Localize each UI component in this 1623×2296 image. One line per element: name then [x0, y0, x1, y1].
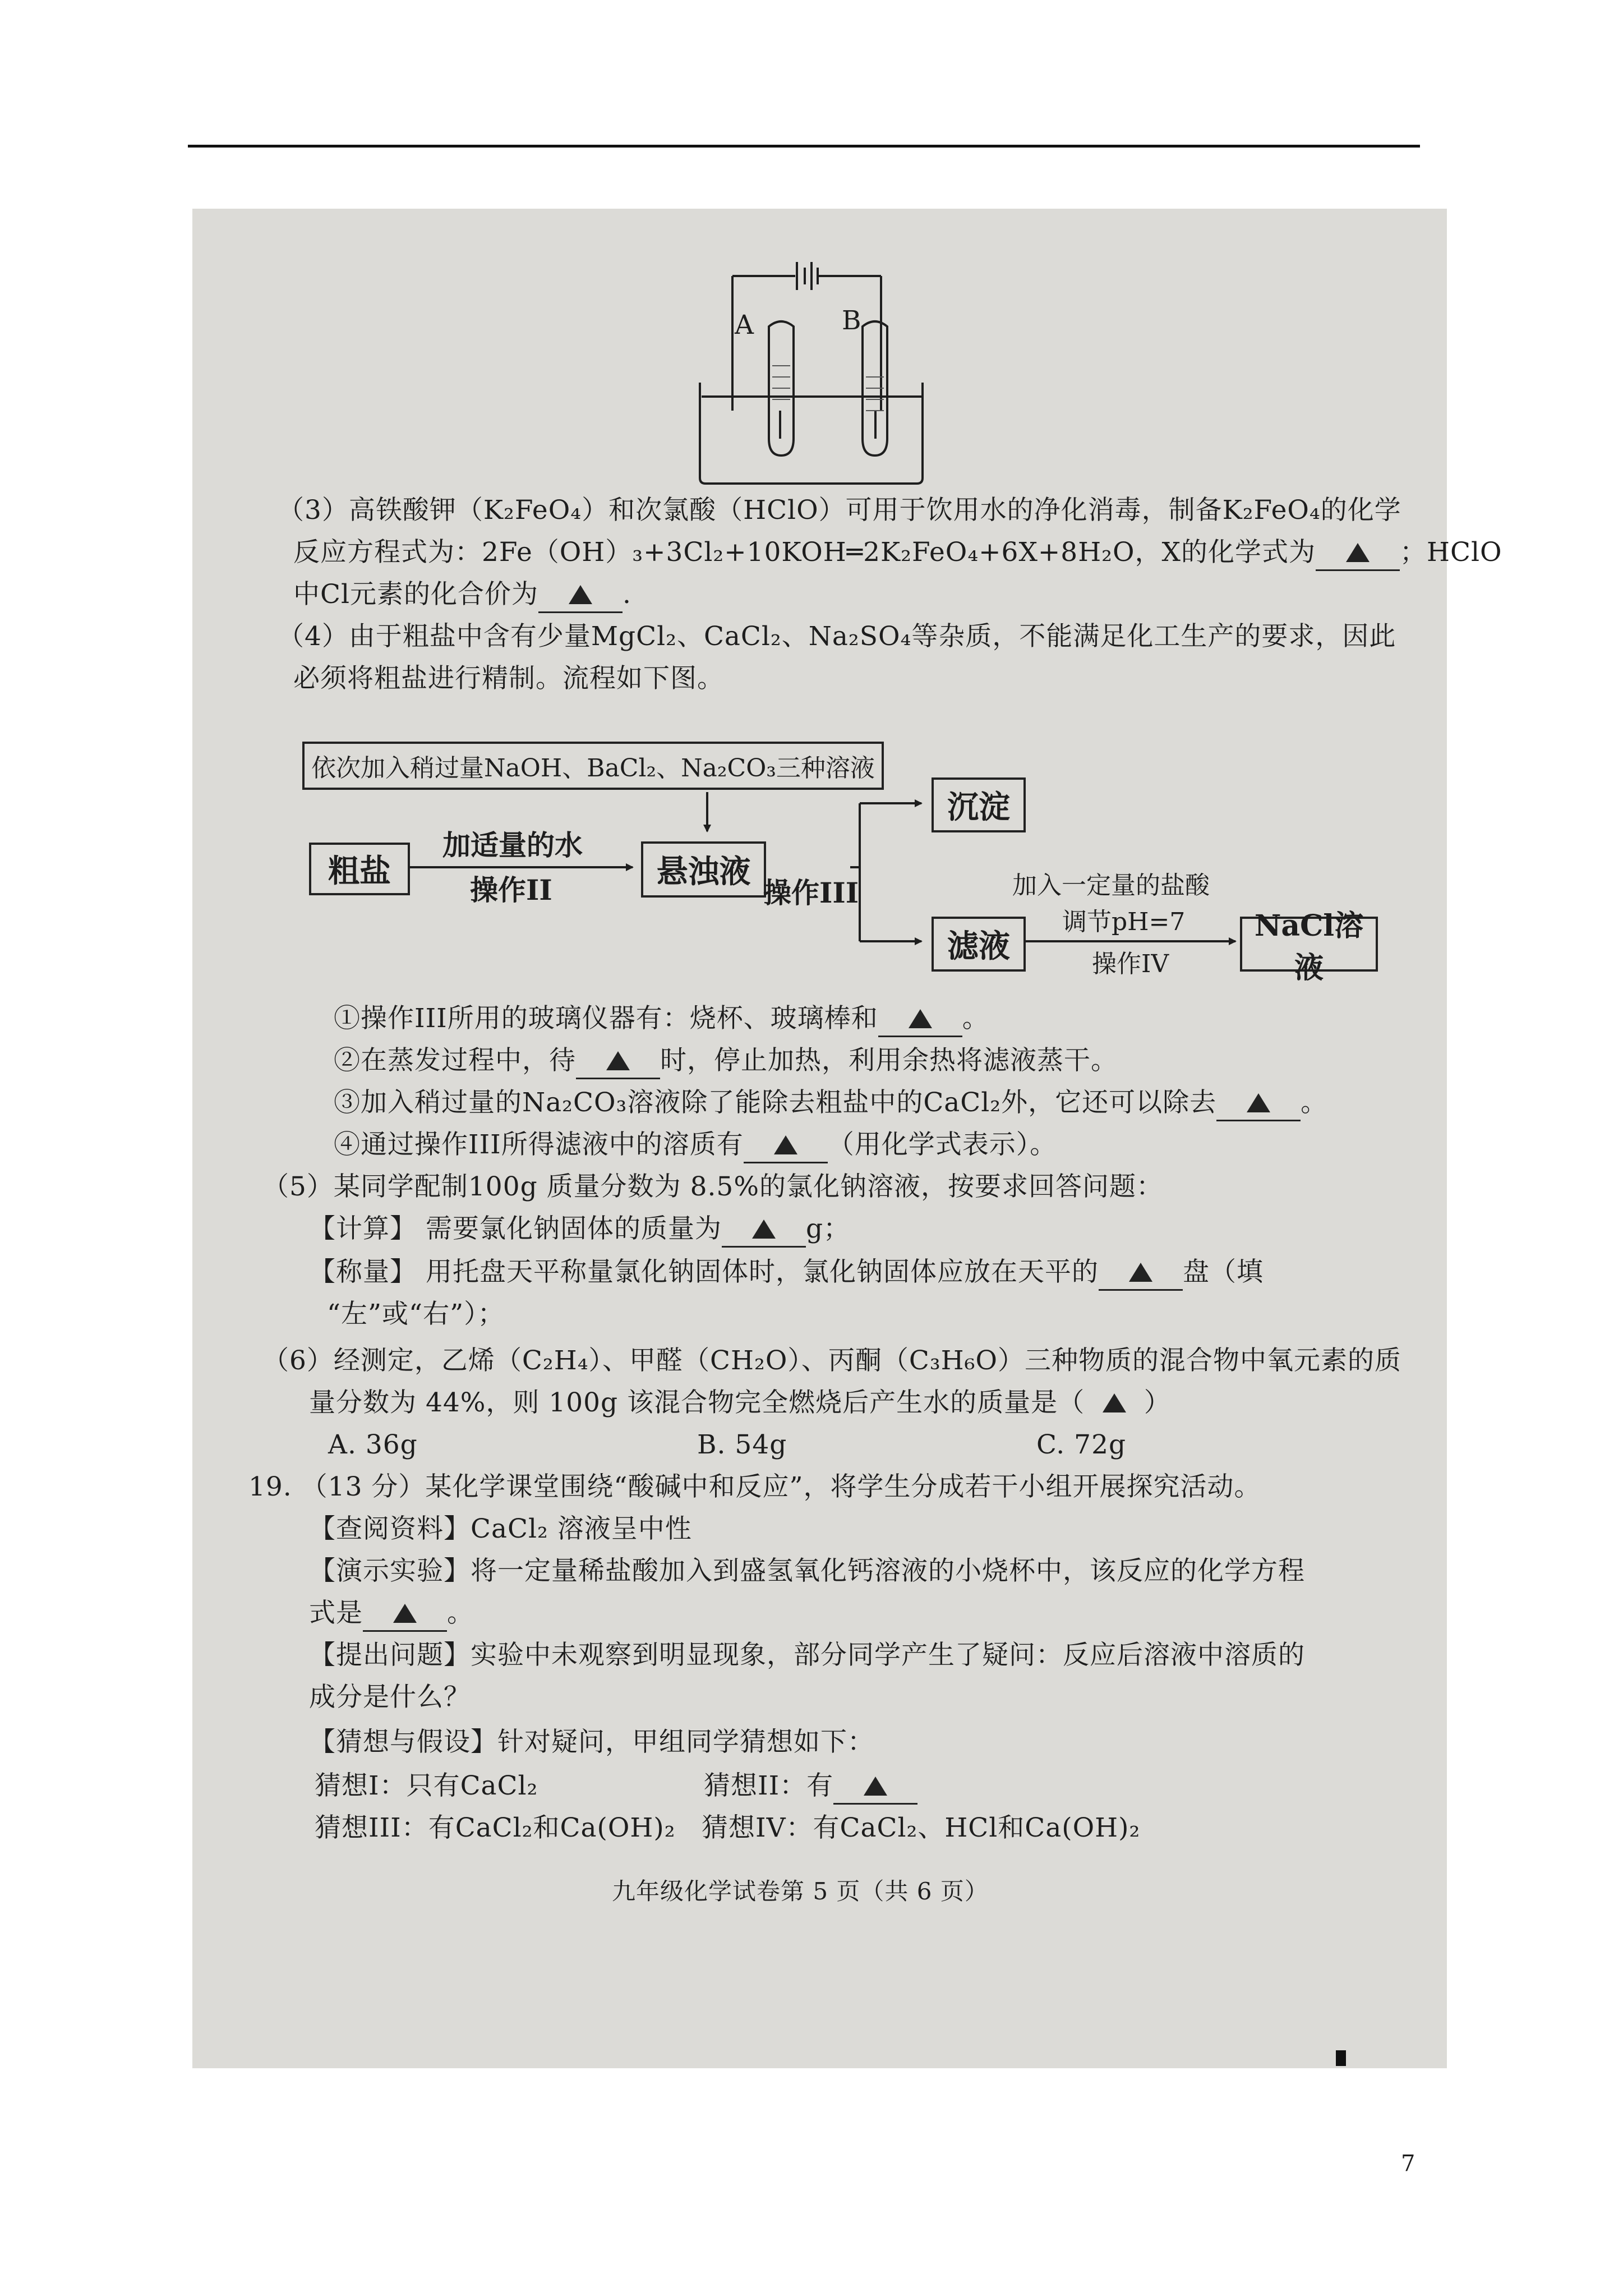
subq-3: ③加入稍过量的Na₂CO₃溶液除了能除去粗盐中的CaCl₂外，它还可以除去 。: [334, 1086, 1327, 1121]
q19-hypothesis-intro: 【猜想与假设】针对疑问，甲组同学猜想如下：: [309, 1727, 874, 1757]
flow-crude-salt-box: 粗盐: [309, 843, 410, 895]
q19-demo-line2: 式是 。: [309, 1596, 474, 1632]
answer-blank-nacl-mass[interactable]: [722, 1212, 806, 1248]
q6-line1: （6）经测定，乙烯（C₂H₄）、甲醛（CH₂O）、丙酮（C₃H₆O）三种物质的混合物中氧元素的质: [262, 1345, 1402, 1376]
q5-weigh: 【称量】 用托盘天平称量氯化钠固体时，氯化钠固体应放在天平的 盘（填: [309, 1255, 1264, 1291]
triangle-marker-icon: [752, 1220, 776, 1239]
answer-blank-balance-pan[interactable]: [1099, 1255, 1183, 1291]
answer-blank-na2co3-removes[interactable]: [1216, 1086, 1301, 1121]
q4-line1: （4）由于粗盐中含有少量MgCl₂、CaCl₂、Na₂SO₄等杂质，不能满足化工生产的要求，因此: [278, 621, 1396, 652]
q3-line2: 反应方程式为：2Fe（OH）₃+3Cl₂+10KOH═2K₂FeO₄+6X+8H₂O，X的化学式为 ；HClO: [293, 536, 1502, 571]
q19-line1: 19. （13 分）某化学课堂围绕“酸碱中和反应”，将学生分成若干小组开展探究活动。: [248, 1471, 1261, 1502]
top-rule: [188, 145, 1420, 148]
answer-blank-hypothesis-2[interactable]: [833, 1769, 917, 1805]
q5-calc: 【计算】 需要氯化钠固体的质量为 g；: [309, 1212, 850, 1248]
q5-weigh-line2: “左”或“右”）；: [327, 1299, 505, 1329]
q19-hypothesis-2: 猜想II：有: [704, 1769, 917, 1805]
flow-water-label: 加适量的水: [442, 829, 583, 862]
q4-line2: 必须将粗盐进行精制。流程如下图。: [293, 663, 724, 694]
triangle-marker-icon: [393, 1604, 417, 1623]
triangle-marker-icon: [1247, 1093, 1270, 1112]
q19-reference: 【查阅资料】CaCl₂ 溶液呈中性: [309, 1513, 692, 1544]
flow-op2-label: 操作II: [470, 873, 552, 907]
flow-precipitate-box: 沉淀: [932, 777, 1026, 832]
q6-option-b[interactable]: B. 54g: [697, 1429, 787, 1460]
q3-line1: （3）高铁酸钾（K₂FeO₄）和次氯酸（HClO）可用于饮用水的净化消毒，制备K₂FeO₄的化学: [278, 495, 1401, 526]
q19-hypothesis-1: 猜想I：只有CaCl₂: [315, 1770, 538, 1801]
q3-line3: 中Cl元素的化合价为 .: [293, 578, 631, 613]
flow-nacl-box: NaCl溶液: [1240, 917, 1378, 972]
q6-line2: 量分数为 44%，则 100g 该混合物完全燃烧后产生水的质量是（ ）: [309, 1387, 1171, 1418]
q5-line1: （5）某同学配制100g 质量分数为 8.5%的氯化钠溶液，按要求回答问题：: [262, 1171, 1163, 1202]
q19-hypothesis-3: 猜想III：有CaCl₂和Ca(OH)₂: [315, 1812, 676, 1843]
triangle-marker-icon: [1103, 1393, 1126, 1412]
triangle-marker-icon: [606, 1051, 630, 1070]
subq-2: ②在蒸发过程中，待 时，停止加热，利用余热将滤液蒸干。: [334, 1044, 1118, 1079]
flow-acid-label: 加入一定量的盐酸: [1012, 871, 1210, 900]
subq-1: ①操作III所用的玻璃仪器有：烧杯、玻璃棒和 。: [334, 1002, 989, 1037]
triangle-marker-icon: [1129, 1263, 1152, 1282]
flow-op4-label: 操作IV: [1092, 950, 1169, 978]
tube-a-label: A: [735, 310, 754, 341]
q19-problem-line1: 【提出问题】实验中未观察到明显现象，部分同学产生了疑问：反应后溶液中溶质的: [309, 1640, 1305, 1671]
q6-option-c[interactable]: C. 72g: [1036, 1429, 1127, 1460]
flow-op3-label: 操作III: [763, 876, 859, 909]
answer-blank-evaporation[interactable]: [576, 1044, 660, 1079]
flow-filtrate-box: 滤液: [932, 917, 1026, 972]
tube-b-label: B: [842, 305, 862, 336]
triangle-marker-icon: [864, 1777, 887, 1796]
q19-problem-line2: 成分是什么？: [309, 1682, 471, 1713]
flow-reagents-box: 依次加入稍过量NaOH、BaCl₂、Na₂CO₃三种溶液: [302, 742, 884, 790]
subq-4: ④通过操作III所得滤液中的溶质有 （用化学式表示）。: [334, 1128, 1057, 1163]
corner-mark: [1336, 2050, 1346, 2066]
answer-blank-equation[interactable]: [363, 1596, 447, 1632]
flow-ph-label: 调节pH=7: [1062, 908, 1186, 936]
flow-suspension-box: 悬浊液: [641, 841, 766, 898]
scanned-exam-photo: [192, 209, 1502, 2068]
triangle-marker-icon: [774, 1135, 797, 1154]
triangle-marker-icon: [909, 1009, 932, 1028]
q19-hypothesis-4: 猜想IV：有CaCl₂、HCl和Ca(OH)₂: [702, 1812, 1141, 1843]
q19-demo-line1: 【演示实验】将一定量稀盐酸加入到盛氢氧化钙溶液的小烧杯中，该反应的化学方程: [309, 1556, 1305, 1586]
q6-option-a[interactable]: A. 36g: [328, 1429, 418, 1460]
answer-blank-filtrate-solutes[interactable]: [744, 1128, 828, 1163]
page-number: 7: [1401, 2151, 1415, 2177]
answer-blank-glassware[interactable]: [878, 1002, 962, 1037]
exam-footer: 九年级化学试卷第 5 页（共 6 页）: [612, 1878, 989, 1905]
